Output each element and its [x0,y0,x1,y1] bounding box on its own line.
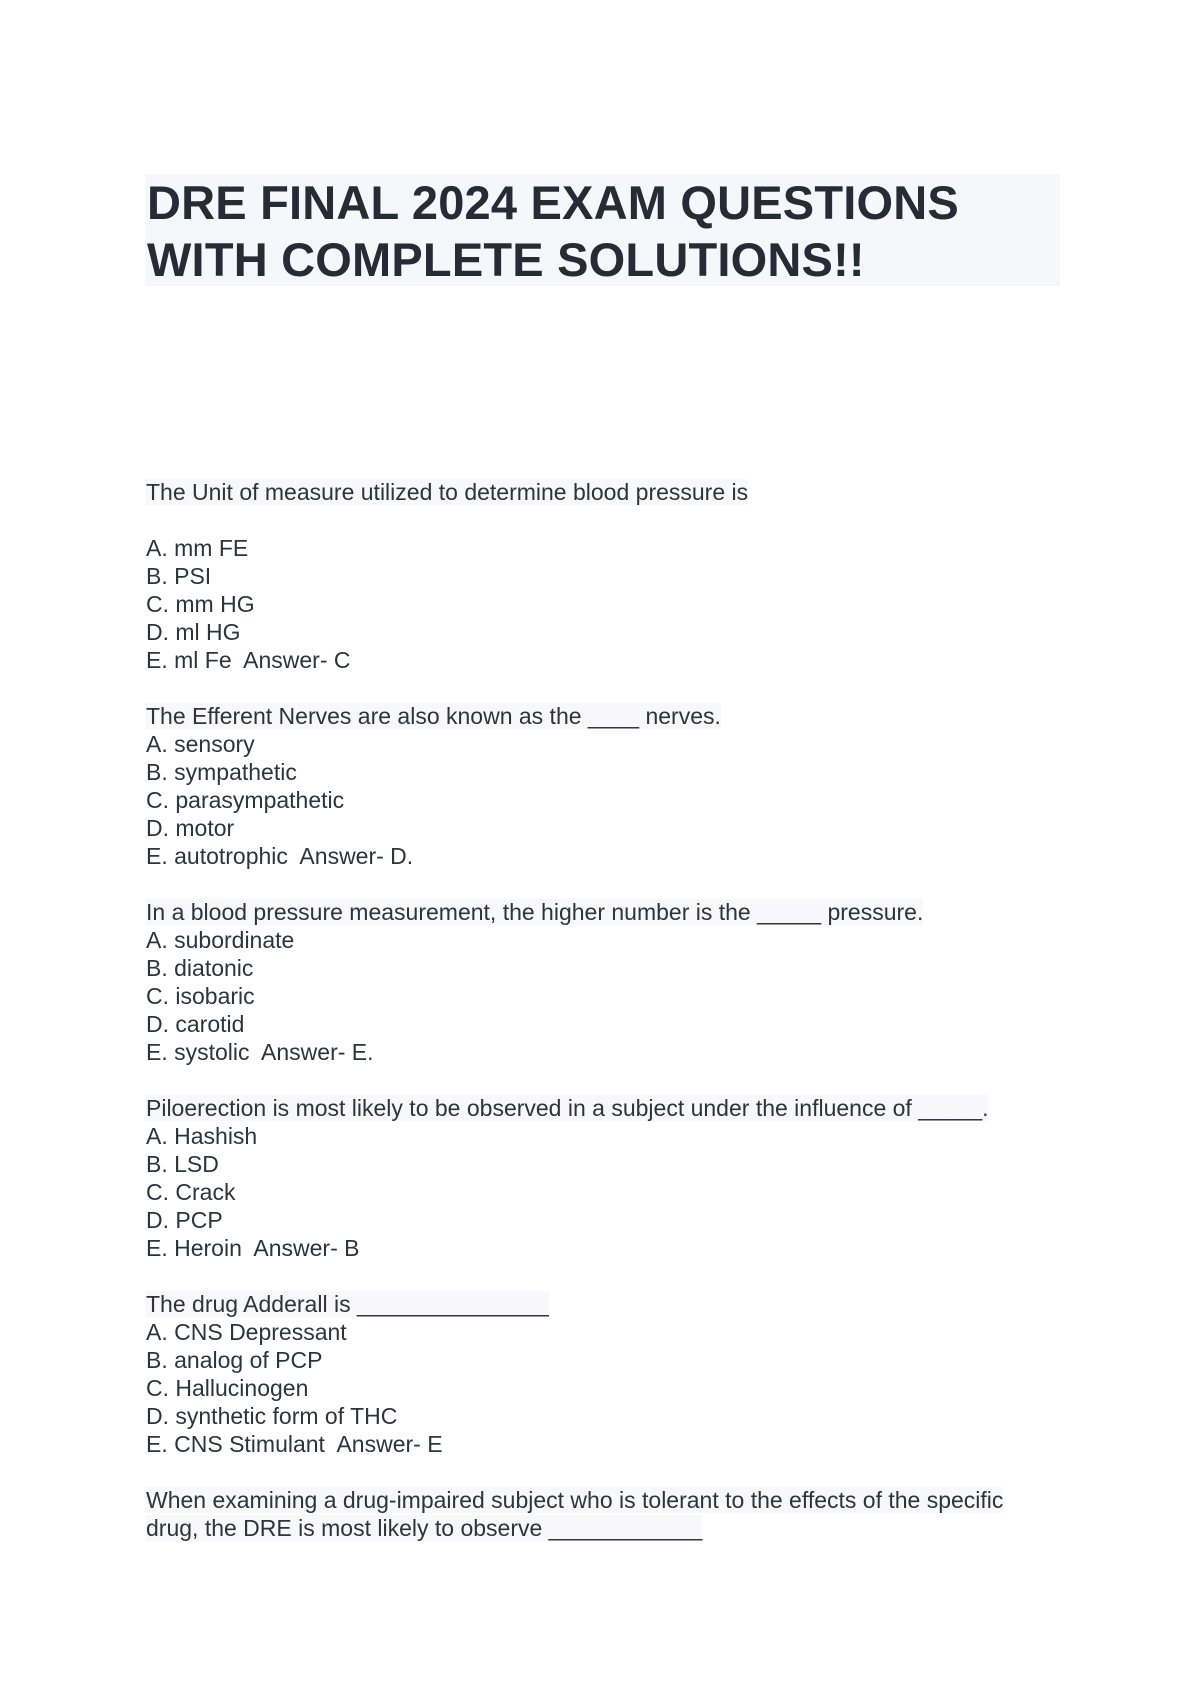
question-text: In a blood pressure measurement, the higher number is the _____ pressure. [146,899,924,925]
question-3 [146,898,1086,1066]
option-d: D. carotid [146,1011,245,1037]
question-4 [146,1094,1086,1262]
option-e-answer: E. CNS Stimulant Answer- E [146,1431,443,1457]
option-e-answer: E. Heroin Answer- B [146,1235,360,1261]
option-e-answer: E. autotrophic Answer- D. [146,843,414,869]
option-b: B. LSD [146,1151,219,1177]
option-a: A. CNS Depressant [146,1319,347,1345]
option-e-answer: E. systolic Answer- E. [146,1039,374,1065]
question-1 [146,478,1086,674]
option-c: C. parasympathetic [146,787,345,813]
question-text-line-1: When examining a drug-impaired subject who is tolerant to the effects of the specific [146,1487,1004,1513]
option-d: D. synthetic form of THC [146,1403,398,1429]
option-a: A. Hashish [146,1123,258,1149]
question-text-line-2: drug, the DRE is most likely to observe ____________ [146,1515,703,1541]
question-text: The Efferent Nerves are also known as the ____ nerves. [146,703,721,729]
option-d: D. ml HG [146,619,241,645]
question-text: The drug Adderall is _______________ [146,1291,549,1317]
question-5 [146,1290,1086,1458]
option-c: C. Crack [146,1179,236,1205]
question-6 [146,1486,1086,1542]
option-c: C. Hallucinogen [146,1375,309,1401]
title-block [145,174,1060,286]
option-e-answer: E. ml Fe Answer- C [146,647,351,673]
option-c: C. mm HG [146,591,255,617]
question-text: Piloerection is most likely to be observed in a subject under the influence of _____. [146,1095,989,1121]
option-d: D. PCP [146,1207,223,1233]
question-text: The Unit of measure utilized to determine blood pressure is [146,479,749,505]
option-d: D. motor [146,815,235,841]
option-b: B. PSI [146,563,212,589]
option-b: B. diatonic [146,955,254,981]
option-b: B. sympathetic [146,759,297,785]
question-spacer [146,506,1086,534]
question-2 [146,702,1086,870]
option-c: C. isobaric [146,983,255,1009]
option-a: A. mm FE [146,535,249,561]
document-title: DRE FINAL 2024 EXAM QUESTIONS WITH COMPLETE SOLUTIONS!! [147,176,959,286]
questions-section [146,478,1086,1570]
option-a: A. subordinate [146,927,295,953]
option-b: B. analog of PCP [146,1347,323,1373]
option-a: A. sensory [146,731,255,757]
